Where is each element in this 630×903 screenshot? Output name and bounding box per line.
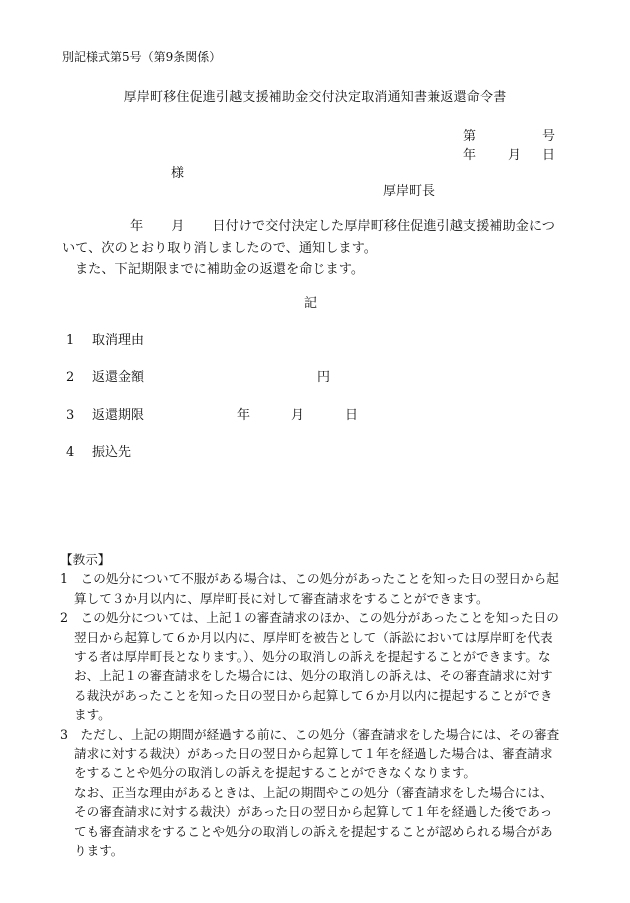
body-line-2: いて、次のとおり取り消しましたので、通知します。	[62, 240, 377, 256]
date-day-label: 日	[542, 148, 556, 163]
doc-number-prefix: 第	[463, 129, 477, 144]
item-number: 2	[66, 370, 75, 385]
body-date-year: 年	[130, 219, 144, 234]
item-label: 取消理由	[92, 333, 145, 348]
item-cancel-reason	[66, 329, 144, 348]
item-label: 振込先	[92, 445, 132, 460]
addressee-suffix: 様	[171, 166, 185, 181]
item-label: 返還期限	[92, 408, 145, 423]
notice-paragraph-2: 2 この処分については、上記１の審査請求のほか、この処分があったことを知った日の翌日から起算して６か月以内に、厚岸町を被告として（訴訟においては厚岸町を代表する者は厚岸町長となります。）、処分の取消しの訴えを提起することができます。なお、上記１の審査請求をした場合には、処分の取消しの訴えは、その審査請求に対する裁決があったことを知った日の翌日から起算して６か月以内に提起することができます。	[60, 610, 559, 723]
item-number: 1	[66, 333, 75, 348]
form-number: 別記様式第5号（第9条関係）	[62, 50, 222, 64]
ki-heading: 記	[304, 296, 318, 311]
notice-heading: 【教示】	[60, 552, 111, 567]
date-month-label: 月	[508, 148, 522, 163]
item-label: 返還金額	[92, 370, 145, 385]
item-refund-amount	[66, 366, 144, 385]
body-date-month: 月	[171, 219, 185, 234]
notice-paragraph-1: 1 この処分について不服がある場合は、この処分があったことを知った日の翌日から起算して３か月以内に、厚岸町長に対して審査請求をすることができます。	[60, 571, 559, 606]
deadline-day-label: 日	[345, 408, 359, 423]
item-refund-deadline	[66, 404, 144, 423]
refund-unit-yen: 円	[317, 370, 331, 385]
document-title: 厚岸町移住促進引越支援補助金交付決定取消通知書兼返還命令書	[123, 90, 507, 105]
instruction-notice	[60, 550, 562, 861]
issuer-name: 厚岸町長	[383, 184, 436, 199]
item-number: 3	[66, 408, 75, 423]
item-transfer-account	[66, 441, 131, 460]
item-number: 4	[66, 445, 75, 460]
date-year-label: 年	[463, 148, 477, 163]
notice-paragraph-4: なお、正当な理由があるときは、上記の期間やこの処分（審査請求をした場合には、その審査請求に対する裁決）があった日の翌日から起算して１年を経過した後であっても審査請求をすることや処分の取消しの訴えを提起することが認められる場合があります。	[74, 784, 553, 859]
deadline-month-label: 月	[291, 408, 305, 423]
body-line-1-rest: 日付けで交付決定した厚岸町移住促進引越支援補助金につ	[212, 219, 555, 234]
body-line-3: また、下記期限までに補助金の返還を命じます。	[75, 262, 365, 277]
doc-number-suffix: 号	[542, 129, 556, 144]
body-text	[62, 216, 562, 281]
deadline-year-label: 年	[237, 408, 251, 423]
notice-paragraph-3: 3 ただし、上記の期間が経過する前に、この処分（審査請求をした場合には、その審査請求に対する裁決）があった日の翌日から起算して１年を経過した場合は、審査請求をすることや処分の取消しの訴えを提起することができなくなります。	[60, 726, 560, 781]
body-line-1	[62, 216, 562, 238]
